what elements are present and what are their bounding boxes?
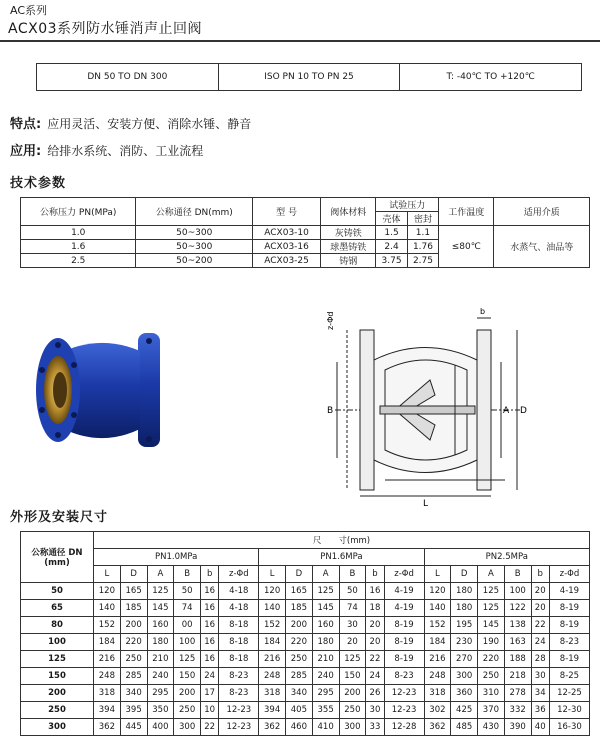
cell-dim: 200 bbox=[339, 685, 366, 702]
product-title: ACX03系列防水锤消声止回阀 bbox=[8, 21, 203, 37]
table-row bbox=[21, 685, 590, 702]
cell-pn: 2.5 bbox=[21, 254, 136, 268]
cell-dim: 250 bbox=[174, 702, 201, 719]
spec-dn-range: DN 50 TO DN 300 bbox=[37, 64, 219, 90]
cell-dim: 340 bbox=[120, 685, 147, 702]
cell-dim: 40 bbox=[531, 719, 549, 736]
th-group-pn16: PN1.6MPa bbox=[259, 549, 424, 566]
valve-photo bbox=[28, 325, 188, 455]
right-flange bbox=[138, 333, 160, 447]
cell-dim: 184 bbox=[259, 634, 286, 651]
cell-dim: 180 bbox=[451, 583, 478, 600]
cell-dn: 50~300 bbox=[136, 226, 253, 240]
cell-dim: 50 bbox=[174, 583, 201, 600]
cell-dim: 26 bbox=[366, 685, 384, 702]
table-row bbox=[21, 651, 590, 668]
cell-dim: 362 bbox=[424, 719, 451, 736]
cell-dim: 152 bbox=[424, 617, 451, 634]
cell-dim: 30 bbox=[366, 702, 384, 719]
cell-dim: 200 bbox=[174, 685, 201, 702]
cell-dim: 220 bbox=[478, 651, 505, 668]
dim-b: b bbox=[480, 307, 486, 316]
cell-dim: 240 bbox=[312, 668, 339, 685]
cell-dim: 125 bbox=[174, 651, 201, 668]
th-seal: 密封 bbox=[407, 212, 438, 226]
column-header-row bbox=[21, 566, 590, 583]
cell-body: 1.5 bbox=[376, 226, 407, 240]
cell-pn: 1.0 bbox=[21, 226, 136, 240]
dim-zd: z-Φd bbox=[326, 311, 335, 330]
cell-dim: 145 bbox=[147, 600, 174, 617]
cell-dim: 138 bbox=[504, 617, 531, 634]
cell-dn: 250 bbox=[21, 702, 94, 719]
cell-dim: 33 bbox=[366, 719, 384, 736]
cell-dim: 230 bbox=[451, 634, 478, 651]
cell-dn: 80 bbox=[21, 617, 94, 634]
cell-dim: 360 bbox=[451, 685, 478, 702]
tech-section-title: 技术参数 bbox=[10, 176, 67, 191]
th-col: D bbox=[120, 566, 147, 583]
cell-dim: 30 bbox=[531, 668, 549, 685]
cell-dim: 22 bbox=[201, 719, 219, 736]
cell-dim: 318 bbox=[259, 685, 286, 702]
cell-dim: 8-25 bbox=[549, 668, 589, 685]
cell-dim: 16 bbox=[201, 583, 219, 600]
cell-dim: 8-23 bbox=[549, 634, 589, 651]
cell-dim: 50 bbox=[339, 583, 366, 600]
cell-dim: 200 bbox=[286, 617, 313, 634]
cell-dim: 140 bbox=[259, 600, 286, 617]
th-col: z-Φd bbox=[384, 566, 424, 583]
th-dn: 公称通径 DN (mm) bbox=[21, 532, 94, 583]
cell-pn: 1.6 bbox=[21, 240, 136, 254]
valve-cross-section-drawing bbox=[325, 300, 530, 510]
th-col: z-Φd bbox=[219, 566, 259, 583]
cell-dim: 394 bbox=[259, 702, 286, 719]
th-material: 阀体材料 bbox=[321, 198, 376, 226]
cell-model: ACX03-10 bbox=[253, 226, 321, 240]
features-line bbox=[10, 113, 251, 132]
th-medium: 适用介质 bbox=[494, 198, 590, 226]
th-body: 壳体 bbox=[376, 212, 407, 226]
cell-dim: 362 bbox=[94, 719, 121, 736]
cell-dim: 310 bbox=[478, 685, 505, 702]
cell-dim: 145 bbox=[312, 600, 339, 617]
cell-dim: 216 bbox=[94, 651, 121, 668]
cell-dim: 250 bbox=[478, 668, 505, 685]
cell-dim: 8-19 bbox=[384, 617, 424, 634]
cell-dim: 220 bbox=[286, 634, 313, 651]
application-text: 给排水系统、消防、工业流程 bbox=[47, 144, 204, 158]
cell-dim: 302 bbox=[424, 702, 451, 719]
cell-dim: 400 bbox=[147, 719, 174, 736]
th-col: B bbox=[174, 566, 201, 583]
cell-temp: ≤80℃ bbox=[439, 226, 494, 268]
th-col: A bbox=[147, 566, 174, 583]
cell-dim: 120 bbox=[424, 583, 451, 600]
cell-dim: 8-23 bbox=[219, 685, 259, 702]
cell-dim: 184 bbox=[94, 634, 121, 651]
cell-dim: 340 bbox=[286, 685, 313, 702]
table-row bbox=[21, 719, 590, 736]
cell-dim: 185 bbox=[286, 600, 313, 617]
tech-params-table bbox=[20, 197, 590, 268]
cell-dim: 395 bbox=[120, 702, 147, 719]
cell-dim: 163 bbox=[504, 634, 531, 651]
cell-dim: 216 bbox=[424, 651, 451, 668]
cell-dim: 120 bbox=[259, 583, 286, 600]
cell-dim: 248 bbox=[259, 668, 286, 685]
cell-dim: 20 bbox=[531, 600, 549, 617]
cell-dim: 30 bbox=[339, 617, 366, 634]
cell-dim: 16 bbox=[201, 617, 219, 634]
cell-dim: 24 bbox=[531, 634, 549, 651]
th-col: b bbox=[366, 566, 384, 583]
cell-dim: 4-18 bbox=[219, 600, 259, 617]
cell-dim: 12-23 bbox=[384, 685, 424, 702]
cell-dim: 150 bbox=[174, 668, 201, 685]
cell-dim: 190 bbox=[478, 634, 505, 651]
cell-dim: 12-25 bbox=[549, 685, 589, 702]
cell-material: 球墨铸铁 bbox=[321, 240, 376, 254]
cell-dim: 28 bbox=[531, 651, 549, 668]
cell-body: 3.75 bbox=[376, 254, 407, 268]
title-divider bbox=[0, 40, 600, 42]
cell-dim: 8-19 bbox=[384, 634, 424, 651]
cell-seal: 1.1 bbox=[407, 226, 438, 240]
cell-dim: 150 bbox=[339, 668, 366, 685]
cell-dim: 285 bbox=[286, 668, 313, 685]
th-col: b bbox=[531, 566, 549, 583]
application-label: 应用: bbox=[10, 144, 42, 159]
cell-dim: 295 bbox=[147, 685, 174, 702]
cell-dim: 220 bbox=[120, 634, 147, 651]
cell-dim: 16 bbox=[201, 634, 219, 651]
cell-dim: 74 bbox=[174, 600, 201, 617]
cell-dim: 100 bbox=[504, 583, 531, 600]
cell-dim: 8-18 bbox=[219, 634, 259, 651]
cell-dim: 24 bbox=[201, 668, 219, 685]
table-row bbox=[21, 702, 590, 719]
th-col: L bbox=[259, 566, 286, 583]
cell-dim: 250 bbox=[339, 702, 366, 719]
cell-dim: 100 bbox=[174, 634, 201, 651]
cell-dim: 4-19 bbox=[384, 600, 424, 617]
cell-dim: 248 bbox=[94, 668, 121, 685]
spec-bar bbox=[36, 63, 582, 91]
cell-dim: 4-19 bbox=[384, 583, 424, 600]
cell-dim: 355 bbox=[312, 702, 339, 719]
dim-L: L bbox=[423, 499, 429, 509]
th-col: L bbox=[94, 566, 121, 583]
th-dn: 公称通径 DN(mm) bbox=[136, 198, 253, 226]
th-col: A bbox=[478, 566, 505, 583]
cell-dim: 184 bbox=[424, 634, 451, 651]
cell-seal: 1.76 bbox=[407, 240, 438, 254]
table-row bbox=[21, 668, 590, 685]
features-text: 应用灵活、安装方便、消除水锤、静音 bbox=[47, 117, 252, 131]
cell-dim: 160 bbox=[147, 617, 174, 634]
cell-dn: 65 bbox=[21, 600, 94, 617]
table-row bbox=[21, 634, 590, 651]
cell-dim: 74 bbox=[339, 600, 366, 617]
cell-dim: 152 bbox=[259, 617, 286, 634]
cell-dim: 250 bbox=[120, 651, 147, 668]
cell-dim: 22 bbox=[366, 651, 384, 668]
cell-dim: 00 bbox=[174, 617, 201, 634]
th-col: A bbox=[312, 566, 339, 583]
cell-dim: 300 bbox=[339, 719, 366, 736]
cell-dim: 20 bbox=[366, 617, 384, 634]
cell-model: ACX03-16 bbox=[253, 240, 321, 254]
dimensions-table bbox=[20, 531, 590, 736]
cell-dim: 485 bbox=[451, 719, 478, 736]
th-col: z-Φd bbox=[549, 566, 589, 583]
cell-dim: 350 bbox=[147, 702, 174, 719]
application-line bbox=[10, 140, 203, 159]
cell-dim: 180 bbox=[312, 634, 339, 651]
cell-dim: 165 bbox=[120, 583, 147, 600]
dim-D: D bbox=[520, 406, 527, 416]
th-col: B bbox=[339, 566, 366, 583]
cell-dim: 125 bbox=[339, 651, 366, 668]
cell-dim: 140 bbox=[424, 600, 451, 617]
cell-body: 2.4 bbox=[376, 240, 407, 254]
cell-dim: 8-19 bbox=[549, 617, 589, 634]
cell-dim: 20 bbox=[339, 634, 366, 651]
cell-dim: 125 bbox=[478, 583, 505, 600]
cell-dim: 12-30 bbox=[549, 702, 589, 719]
th-col: D bbox=[451, 566, 478, 583]
cell-dim: 20 bbox=[531, 583, 549, 600]
dim-B: B bbox=[327, 406, 334, 416]
cell-dn: 100 bbox=[21, 634, 94, 651]
th-col: D bbox=[286, 566, 313, 583]
cell-dim: 200 bbox=[120, 617, 147, 634]
spec-temp-range: T: -40℃ TO +120℃ bbox=[446, 72, 535, 82]
cell-medium: 水蒸气、油品等 bbox=[494, 226, 590, 268]
spec-pn-range: ISO PN 10 TO PN 25 bbox=[219, 64, 401, 90]
cell-dim: 390 bbox=[504, 719, 531, 736]
cell-dim: 185 bbox=[120, 600, 147, 617]
cell-dim: 4-19 bbox=[549, 583, 589, 600]
cell-dim: 16 bbox=[201, 651, 219, 668]
series-label: AC系列 bbox=[10, 4, 48, 17]
cell-dim: 8-18 bbox=[219, 617, 259, 634]
cell-dim: 278 bbox=[504, 685, 531, 702]
cell-dim: 12-28 bbox=[384, 719, 424, 736]
features-label: 特点: bbox=[10, 117, 42, 132]
dim-A: A bbox=[503, 406, 510, 416]
th-pn: 公称压力 PN(MPa) bbox=[21, 198, 136, 226]
cell-dim: 300 bbox=[451, 668, 478, 685]
table-row bbox=[21, 583, 590, 600]
cell-dim: 425 bbox=[451, 702, 478, 719]
cell-dim: 125 bbox=[478, 600, 505, 617]
cell-dim: 318 bbox=[94, 685, 121, 702]
th-test-pressure: 试验压力 bbox=[376, 198, 439, 212]
cell-material: 铸钢 bbox=[321, 254, 376, 268]
cell-dim: 8-23 bbox=[219, 668, 259, 685]
cell-dim: 16 bbox=[201, 600, 219, 617]
cell-dim: 8-19 bbox=[549, 651, 589, 668]
cell-dim: 18 bbox=[366, 600, 384, 617]
cell-dim: 430 bbox=[478, 719, 505, 736]
cell-dim: 8-19 bbox=[384, 651, 424, 668]
cell-material: 灰铸铁 bbox=[321, 226, 376, 240]
th-group-pn10: PN1.0MPa bbox=[94, 549, 259, 566]
table-row bbox=[21, 617, 590, 634]
table-row bbox=[21, 226, 590, 240]
cell-dim: 140 bbox=[94, 600, 121, 617]
table-row bbox=[21, 600, 590, 617]
cell-dim: 362 bbox=[259, 719, 286, 736]
cell-dn: 50~300 bbox=[136, 240, 253, 254]
th-col: L bbox=[424, 566, 451, 583]
cell-dim: 445 bbox=[120, 719, 147, 736]
cell-dim: 8-19 bbox=[549, 600, 589, 617]
cell-dim: 12-23 bbox=[384, 702, 424, 719]
th-size: 尺 寸(mm) bbox=[94, 532, 590, 549]
cell-dim: 145 bbox=[478, 617, 505, 634]
cell-dim: 8-23 bbox=[384, 668, 424, 685]
cell-dim: 332 bbox=[504, 702, 531, 719]
cell-dn: 150 bbox=[21, 668, 94, 685]
cell-dim: 160 bbox=[312, 617, 339, 634]
cell-dn: 300 bbox=[21, 719, 94, 736]
cell-dim: 120 bbox=[94, 583, 121, 600]
cell-dim: 410 bbox=[312, 719, 339, 736]
cell-dim: 210 bbox=[312, 651, 339, 668]
th-model: 型 号 bbox=[253, 198, 321, 226]
cell-dn: 50~200 bbox=[136, 254, 253, 268]
cell-model: ACX03-25 bbox=[253, 254, 321, 268]
cell-dim: 17 bbox=[201, 685, 219, 702]
cell-dim: 218 bbox=[504, 668, 531, 685]
cell-dim: 8-18 bbox=[219, 651, 259, 668]
cell-dn: 125 bbox=[21, 651, 94, 668]
cell-dim: 300 bbox=[174, 719, 201, 736]
cell-dim: 122 bbox=[504, 600, 531, 617]
cell-dim: 370 bbox=[478, 702, 505, 719]
cell-dim: 125 bbox=[312, 583, 339, 600]
th-col: b bbox=[201, 566, 219, 583]
cell-dim: 285 bbox=[120, 668, 147, 685]
cell-dim: 22 bbox=[531, 617, 549, 634]
cell-dim: 195 bbox=[451, 617, 478, 634]
cell-dim: 20 bbox=[366, 634, 384, 651]
cell-seal: 2.75 bbox=[407, 254, 438, 268]
cell-dim: 36 bbox=[531, 702, 549, 719]
cell-dim: 180 bbox=[147, 634, 174, 651]
cell-dim: 188 bbox=[504, 651, 531, 668]
cell-dim: 16 bbox=[366, 583, 384, 600]
cell-dim: 180 bbox=[451, 600, 478, 617]
cell-dim: 210 bbox=[147, 651, 174, 668]
cell-dim: 4-18 bbox=[219, 583, 259, 600]
cell-dim: 295 bbox=[312, 685, 339, 702]
cell-dim: 240 bbox=[147, 668, 174, 685]
dims-section-title: 外形及安装尺寸 bbox=[10, 510, 109, 525]
cell-dim: 34 bbox=[531, 685, 549, 702]
cell-dim: 16-30 bbox=[549, 719, 589, 736]
cell-dim: 250 bbox=[286, 651, 313, 668]
valve-bore bbox=[53, 372, 67, 408]
cell-dim: 216 bbox=[259, 651, 286, 668]
th-temp: 工作温度 bbox=[439, 198, 494, 226]
cell-dim: 405 bbox=[286, 702, 313, 719]
cell-dim: 248 bbox=[424, 668, 451, 685]
th-group-pn25: PN2.5MPa bbox=[424, 549, 589, 566]
cell-dim: 152 bbox=[94, 617, 121, 634]
cell-dim: 394 bbox=[94, 702, 121, 719]
cell-dim: 125 bbox=[147, 583, 174, 600]
cell-dim: 10 bbox=[201, 702, 219, 719]
cell-dim: 318 bbox=[424, 685, 451, 702]
cell-dim: 24 bbox=[366, 668, 384, 685]
cell-dim: 12-23 bbox=[219, 719, 259, 736]
th-col: B bbox=[504, 566, 531, 583]
cell-dn: 200 bbox=[21, 685, 94, 702]
cell-dim: 270 bbox=[451, 651, 478, 668]
cell-dn: 50 bbox=[21, 583, 94, 600]
cell-dim: 12-23 bbox=[219, 702, 259, 719]
cell-dim: 460 bbox=[286, 719, 313, 736]
cell-dim: 165 bbox=[286, 583, 313, 600]
